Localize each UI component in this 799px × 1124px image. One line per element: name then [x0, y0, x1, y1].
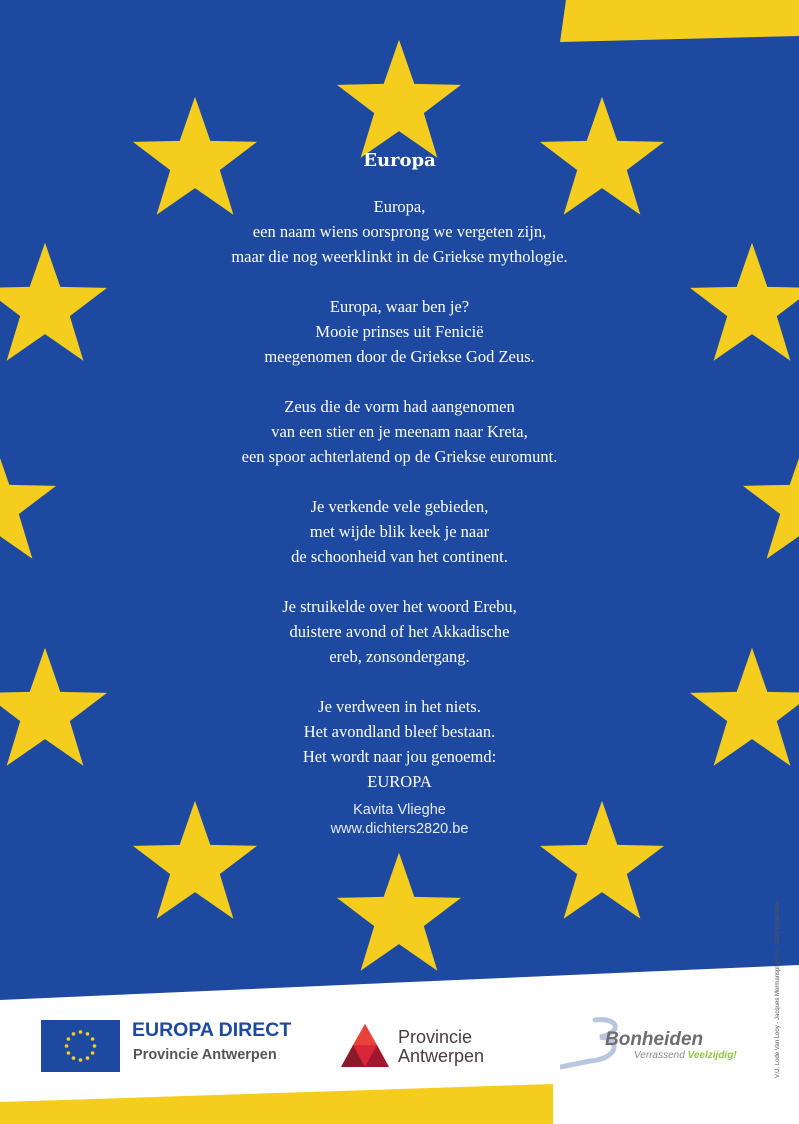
poem-title: Europa [363, 150, 436, 171]
stanza-2 [0, 294, 799, 369]
stanza-3 [0, 394, 799, 469]
stanza-6 [0, 694, 799, 794]
poem-line: Je struikelde over het woord Erebu, [282, 597, 517, 616]
europa-direct-title: EUROPA DIRECT [132, 1019, 292, 1041]
stanza-5 [0, 594, 799, 669]
poem-line: Europa, waar ben je? [329, 297, 470, 316]
eu-star-icon [337, 40, 461, 158]
poem-line: een spoor achterlatend op de Griekse euromunt. [241, 447, 558, 466]
stanza-1 [0, 194, 799, 269]
poem-line: met wijde blik keek je naar [309, 522, 490, 541]
bonheiden-tagline [634, 1050, 737, 1061]
author-name: Kavita Vlieghe [353, 802, 446, 818]
poem-line: Het wordt naar jou genoemd: [302, 747, 497, 766]
tagline-part-1: Verrassend [634, 1050, 685, 1061]
poem-line: meegenomen door de Griekse God Zeus. [264, 347, 535, 366]
provincie-antwerpen-logo-icon [341, 1024, 389, 1067]
poem-line: een naam wiens oorsprong we vergeten zijn, [252, 222, 547, 241]
poem-line: Je verdween in het niets. [318, 697, 481, 716]
poem-line: Het avondland bleef bestaan. [303, 722, 496, 741]
bonheiden-logo-name: Bonheiden [605, 1029, 704, 1050]
europa-direct-subtitle: Provincie Antwerpen [133, 1047, 277, 1063]
poem-line: Mooie prinses uit Fenicië [315, 322, 484, 341]
poem [0, 148, 799, 839]
stanza-4 [0, 494, 799, 569]
provincie-antwerpen-logo-text [398, 1028, 484, 1066]
provincie-line: Provincie [398, 1027, 473, 1047]
tagline-part-2: Veelzijdig! [687, 1050, 737, 1061]
eu-flag-icon [41, 1020, 120, 1072]
antwerpen-line: Antwerpen [398, 1046, 485, 1066]
poem-line: de schoonheid van het continent. [291, 547, 508, 566]
responsible-publisher-text: V.U. Lode Van Looy - Jacques Mermansplein 10 · 2820 Bonheiden [775, 900, 781, 1078]
poem-line: duistere avond of het Akkadische [289, 622, 510, 641]
poem-line: Zeus die de vorm had aangenomen [284, 397, 515, 416]
poem-line: maar die nog weerklinkt in de Griekse mythologie. [231, 247, 568, 266]
poem-credit [0, 801, 799, 839]
website-link[interactable]: www.dichters2820.be [330, 821, 469, 837]
eu-star-icon [337, 853, 461, 971]
poem-line: van een stier en je meenam naar Kreta, [271, 422, 528, 441]
poem-line: Je verkende vele gebieden, [310, 497, 489, 516]
poem-line: EUROPA [367, 772, 432, 791]
poem-line: ereb, zonsondergang. [329, 647, 470, 666]
poem-line: Europa, [373, 197, 426, 216]
